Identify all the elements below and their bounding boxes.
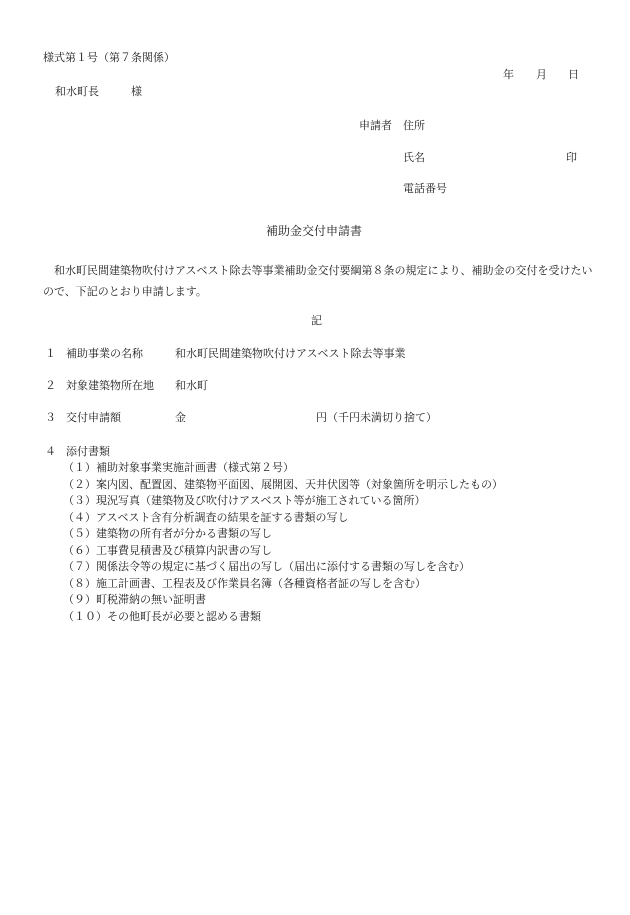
body-paragraph: 和水町民間建築物吹付けアスベスト除去等事業補助金交付要綱第８条の規定により、補助金の交付を受けたいので、下記のとおり申請します。 [43, 264, 593, 298]
attachment-item: （３）現況写真（建築物及び吹付けアスベスト等が施工されている箇所） [63, 494, 426, 507]
addressee-honorific: 様 [131, 85, 142, 98]
item-unit: 円（千円未満切り捨て） [316, 411, 437, 424]
item-value: 和水町 [175, 379, 208, 392]
form-number: 様式第１号（第７条関係） [43, 51, 175, 64]
attachment-item: （１）補助対象事業実施計画書（様式第２号） [63, 461, 294, 474]
item-number: ２ [45, 379, 56, 392]
attachment-item: （５）建築物の所有者が分かる書類の写し [63, 527, 272, 540]
applicant-label: 申請者 [359, 119, 392, 132]
ki-heading: 記 [311, 314, 322, 327]
addressee-name: 和水町長 [55, 85, 99, 98]
item-label: 補助事業の名称 [66, 347, 143, 360]
attachment-item: （６）工事費見積書及び積算内訳書の写し [63, 544, 272, 557]
attachment-item: （７）関係法令等の規定に基づく届出の写し（届出に添付する書類の写しを含む） [63, 560, 470, 573]
attachment-item: （２）案内図、配置図、建築物平面図、展開図、天井伏図等（対象箇所を明示したもの） [63, 478, 503, 491]
item-number: ３ [45, 411, 56, 424]
attachment-item: （８）施工計画書、工程表及び作業員名簿（各種資格者証の写しを含む） [63, 577, 426, 590]
item-value: 金 [175, 411, 186, 424]
date-month-label: 月 [536, 68, 547, 81]
attachment-item: （４）アスベスト含有分析調査の結果を証する書類の写し [63, 511, 349, 524]
seal-mark: 印 [566, 151, 577, 164]
document-title: 補助金交付申請書 [266, 224, 363, 238]
date-day-label: 日 [568, 68, 579, 81]
date-year-label: 年 [503, 68, 514, 81]
address-label: 住所 [403, 119, 425, 132]
item-label: 交付申請額 [66, 411, 121, 424]
item-number: １ [45, 347, 56, 360]
item-value: 和水町民間建築物吹付けアスベスト除去等事業 [175, 347, 406, 360]
item-number: ４ [45, 445, 56, 458]
attachment-item: （９）町税滞納の無い証明書 [63, 593, 206, 606]
attachment-item: （１０）その他町長が必要と認める書類 [63, 610, 261, 623]
name-label: 氏名 [403, 151, 425, 164]
phone-label: 電話番号 [403, 182, 447, 195]
attachments-label: 添付書類 [66, 445, 110, 458]
item-label: 対象建築物所在地 [66, 379, 154, 392]
